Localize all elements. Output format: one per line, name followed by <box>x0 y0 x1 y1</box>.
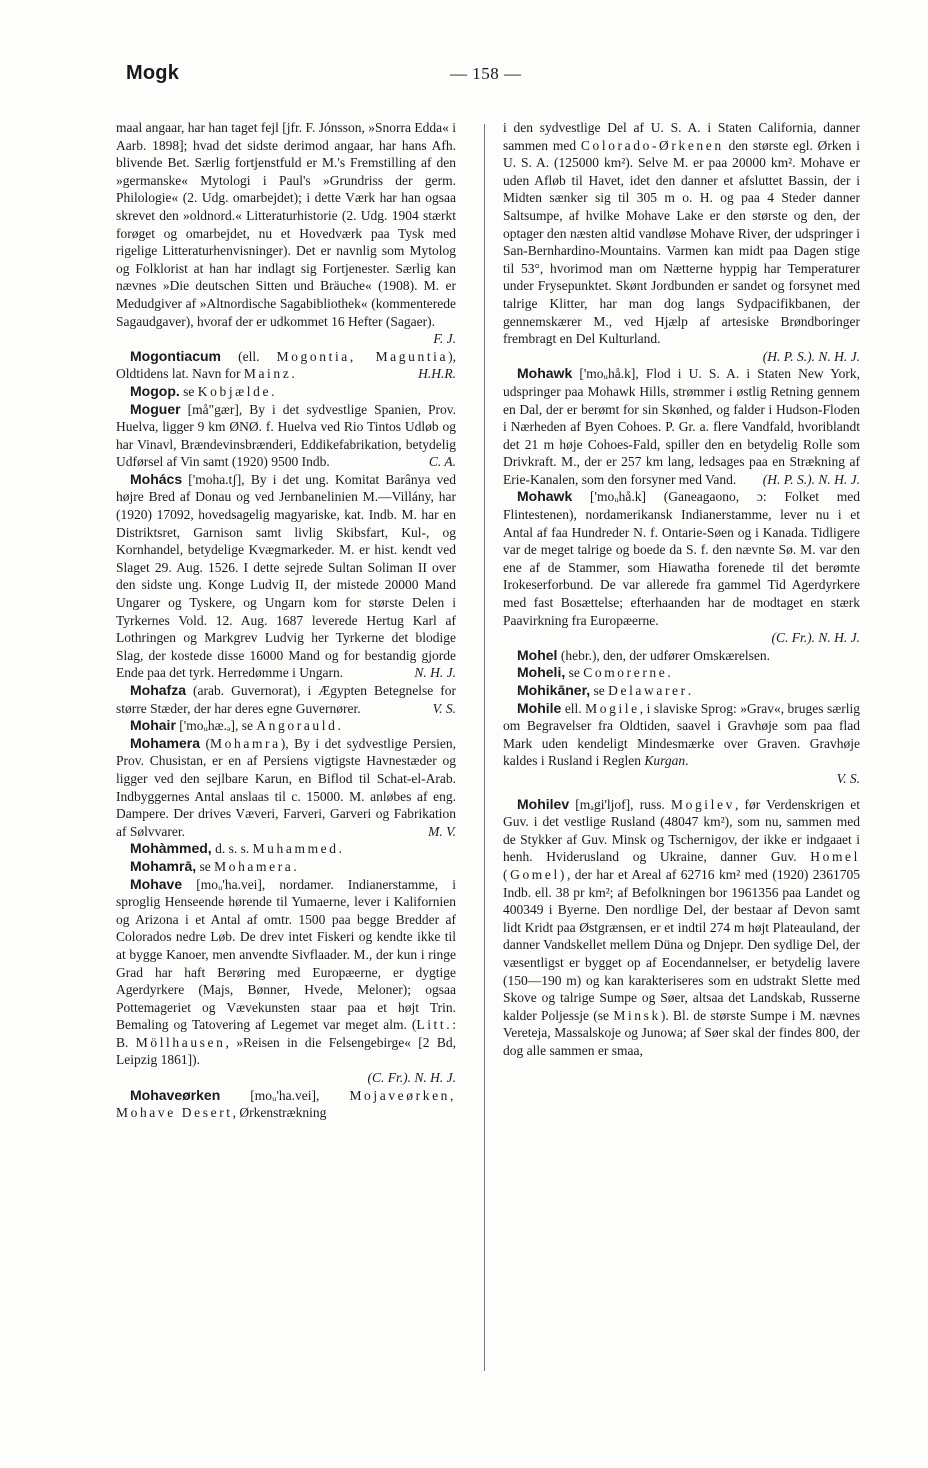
spaced-term: Mogile <box>585 700 640 716</box>
entry-text: (ell. <box>238 348 277 364</box>
entry-text: , Ørkenstrækning <box>232 1105 327 1121</box>
entry-headword: Mohave <box>130 875 183 892</box>
entry-text: , »Reisen in die Felsengebirge« [2 Bd, Leipzig 1861]). <box>116 1034 457 1068</box>
entry-text: [moᵤ'ha.vei], <box>250 1087 350 1103</box>
entry-text: se <box>183 383 198 399</box>
entry-text: se <box>568 665 584 681</box>
entry-headword: Mohaveørken <box>130 1086 221 1103</box>
entry-headword: Moguer <box>130 400 181 417</box>
entry-signature: (H. P. S.). N. H. J. <box>762 471 860 487</box>
entry-text: ( <box>205 735 211 751</box>
right-column <box>503 119 860 1059</box>
entry-text: . <box>337 718 341 734</box>
spaced-term: Mohamra <box>210 735 281 751</box>
entry-signature: V. S. <box>432 700 456 716</box>
entry-text: se <box>199 858 215 874</box>
entry-headword: Moheli, <box>517 664 566 681</box>
entry-text: den største egl. Ørken i U. S. A. (125000 km²). Selve M. er paa 20000 km². Mohave er uden Afløb til Havet, idet den danner et afsluttet Bassin, der i Midten sænker sig til 305 m o. H. og paa 4 Steder danner Saltsumpe, af hvilke Mohave Lake er den største og den, der optager den næsten altid vandløse Mohave River, der udspringer i San-Bernhardino-Mountains. Varmen kan midt paa Dagen stige til 53°, hvorimod man om Nætterne hyppig har Temperaturer under Frysepunktet. Skønt Jordbunden er sandet og forsynet med talrige Klitter, har man dog langs Sydpacifikbanen, der gennemskærer M., ved Hjælp af artesiske Brøndboringer frembragt en Del Kulturland. <box>503 137 861 347</box>
entry-mohawk-river <box>503 365 860 488</box>
entry-text: [mₐgi'ljof], russ. <box>575 796 671 812</box>
spaced-term: Mogilev <box>670 796 735 812</box>
entry-text: ['moᵤhå.k], Flod i U. S. A. i Staten New York, udspringer paa Mohawk Hills, strømmer i østlig Retning gennem en Dal, der er berømt for sin Skønhed, og falder i Hudson-Floden i Nærheden af Byen Cohoes. P. Gr. a. flere Vandfald, hvoriblandt det 21 m høje Cohoes-Fald, spiller den en betydelig Rolle som Drivkraft. M., der er 257 km lang, ledsages paa en Strækning af Erie-Kanalen, som den forsyner med Vand. <box>503 366 861 487</box>
entry-signature: F. J. <box>433 331 456 347</box>
entry-headword: Mogontiacum <box>130 347 221 364</box>
entry-mohamra <box>116 858 456 876</box>
entry-headword: Mohikāner, <box>517 682 591 698</box>
entry-text: . <box>271 383 275 399</box>
entry-text: . <box>291 366 295 382</box>
entry-signature: (H. P. S.). N. H. J. <box>762 348 860 364</box>
entry-signature: (C. Fr.). N. H. J. <box>367 1070 456 1086</box>
entry-mohaveorken-continued <box>503 119 860 348</box>
entry-text: maal angaar, har han taget fejl [jfr. F. Jónsson, »Snorra Edda« i Aarb. 1898]; hvad det sidste derimod angaar, har hans Afh. blivende Bet. Særlig fortjenstfuld er M.'s Fremstilling af den »germanske« Mytologi i Paul's »Grundriss der germ. Philologie« (2. Udg. omarbejdet); i dette Værk har han ogsaa skrevet den »oldnord.« Litteraturhistorie (2. Udg. 1904 stærkt forøget og omarbejdet, nu et Hovedværk paa Tysk med rigelige Litteraturhenvisninger). Det er navnlig som Mytolog og Folklorist at han har indlagt sig Fortjenester. Særlig kan nævnes »Die deutschen Sitten und Bräuche« (1908). M. er Medudgiver af »Altnordische Sagabibliothek« (kommenterede Sagaudgaver), hvoraf der er udkommet 16 Hefter (Sagaer). <box>116 120 456 329</box>
entry-signature: N. H. J. <box>414 665 456 681</box>
entry-signature: M. V. <box>428 823 456 839</box>
entry-text: . <box>687 683 692 698</box>
entry-mohair <box>116 717 456 735</box>
entry-headword: Mohamera <box>130 734 201 751</box>
entry-text: ell. <box>564 700 586 716</box>
spaced-term: Mojaveørken, Mohave Desert <box>116 1087 456 1121</box>
entry-signature: H.H.R. <box>418 366 456 382</box>
spaced-term: Möllhausen <box>135 1034 226 1050</box>
entry-text: i den sydvestlige Del af U. S. A. i Staten California, danner sammen med <box>503 120 860 153</box>
entry-text: ), Oldtidens lat. Navn for <box>116 348 456 382</box>
entry-headword: Mogop. <box>130 382 180 399</box>
entry-text: : B. <box>116 1017 456 1050</box>
entry-text: ['moᵤhå.k] (Ganeagaono, ɔ: Folket med Flintestenen), nordamerikansk Indianerstamme, lever nu i et Antal af faa Hundreder N. f. Ontarie-Søen og i Kanada. Tidligere var de meget talrige og boede da S. f. den nævnte Sø. M. var den ene af de Stammer, som Hiawatha forenede til det berømte Irokeserforbund. De var allerede fra gammel Tid Agerdyrkere med fast Bosættelse; efterhaanden har de modtaget en stærk Paavirkning fra Europæerne. <box>503 489 860 628</box>
entry-text: [moᵤ'ha.vei], nordamer. Indianerstamme, i sproglig Henseende hørende til Yumaerne, lever i Kalifornien og Arizona i et Antal af omtr. 1500 paa begge Bredder af Colorados nedre Løb. De drev intet Fiskeri og kendte ikke til at bygge Kanoer, men anvendte Sivflaader. M., der kun i ringe Grad har haft Berøring med Europæerne, er dygtige Agerdyrkere (Majs, Bønner, Hvede, Meloner); ogsaa Pottemageriet og Vævekunsten staar paa et højt Trin. Bemaling og Tatovering af Legemet var meget alm. ( <box>116 876 457 1033</box>
entry-moheli <box>503 664 860 682</box>
entry-headword: Mohàmmed, <box>130 840 212 857</box>
entry-headword: Mohawk <box>517 488 573 505</box>
entry-text: , i slaviske Sprog: »Grav«, bruges særlig om Begravelser fra Oldtiden, saavel i Gravhøje som paa flad Mark uden kendeligt Mindesmærke over Graven. Gravhøje kaldes i Rusland i Reglen <box>503 700 861 769</box>
entry-text: d. s. s. <box>215 841 253 857</box>
spaced-term: Mogontia, Maguntia <box>276 348 449 364</box>
spaced-term: Litt. <box>416 1017 453 1033</box>
entry-text: ), By i det sydvestlige Persien, Prov. Chusistan, er en af Persiens vigtigste Havnestæder og ligger ved den sejlbare Karun, en Biflod til Schat-el-Arab. Indbyggernes Antal anslaas til c. 15000. M. anløbes af eng. Dampere. Der drives Væveri, Farveri, Garveri og Fabrikation af Sølvvarer. <box>116 735 457 839</box>
entry-mohacs <box>116 471 456 682</box>
entry-text: ). Bl. de største Sumpe i M. nævnes Vereteja, Massalskoje og Junowa; af Søer skal der findes 800, der dog alle sammen er smaa, <box>503 1007 860 1058</box>
entry-text: ['moha.tʃ], By i det ung. Komitat Barânya ved højre Bred af Donau og ved Jernbanelinien M.—Villány, har (1920) 17092, hovedsagelig magyariske, kat. Indb. M. har en Distriktsret, Garnison samt livlig Skibsfart, Kul-, og Kornhandel, betydelige Kvægmarkeder. M. er hist. kendt ved Slaget 29. Aug. 1526. I dette sejrede Sultan Soliman II over den sidste ung. Konge Ludvig II, der mistede 20000 Mand Ungarer og Tyskere, og Ungarn kom for største Delen i Tyrkernes Vold. 12. Aug. 1687 leverede Hertug Karl af Lothringen og Markgrev Ludvig her Tyrkerne det blodige Slag, der kostede disse 16000 Mand og for bestandig gjorde Ende paa det tyrk. Herredømme i Ungarn. <box>116 471 456 681</box>
entry-text: (arab. Guvernorat), i Ægypten Betegnelse for større Stæder, der har deres egne Guvernører. <box>116 683 456 716</box>
entry-text: , der har et Areal af 62716 km² med (1920) 2361705 Indb. ell. 38 pr km²; af Befolkningen bor 1961356 paa Landet og 400349 i Byerne. Den nordlige Del, der bestaar af Devon samt lidt Kridt paa Østgrænsen, er et indtil 274 m højt Plateauland, der danner Vandskellet mellem Düna og Dnjepr. Den sydlige Del, der væsentligst er bygget op af Eocendannelser, er betydelig lavere (150—190 m) og kan karakteriseres som en udstrakt Slette med Skove og talrige Sumpe og Søer, altsaa det Landskab, Russerne kalder Poljessje (se <box>503 866 860 1023</box>
entry-mohaveorken <box>116 1087 456 1122</box>
entry-mohile <box>503 700 860 770</box>
entry-headword: Mohamrā, <box>130 857 197 874</box>
entry-text: ['moᵤhæ.ₔ], se <box>179 718 257 734</box>
entry-mohikaner <box>503 682 860 700</box>
entry-mogontiacum <box>116 348 456 383</box>
entry-text: se <box>593 683 609 698</box>
entry-signature: (C. Fr.). N. H. J. <box>771 630 860 646</box>
entry-text: [må"gær], By i det sydvestlige Spanien, Prov. Huelva, ligger 9 km ØNØ. f. Huelva ved Rio Tintos Udløb og har Vinavl, Brændevinsbrænderi, Eddikefabrikation, betydelig Udførsel af Vin samt (1920) 9500 Indb. <box>116 401 456 470</box>
entry-mohilev <box>503 796 860 1060</box>
page-number: — 158 — <box>450 64 522 83</box>
entry-text: . <box>685 753 689 769</box>
cross-reference: Delawarer <box>608 683 688 698</box>
spaced-term: Mainz <box>243 366 292 382</box>
entry-mohafza <box>116 682 456 717</box>
entry-signature: C. A. <box>428 454 456 470</box>
entry-headword: Mohafza <box>130 682 186 698</box>
entry-headword: Mohel <box>517 646 558 663</box>
entry-text: . <box>293 858 297 874</box>
entry-text: , før Verdenskrigen et Guv. i det vestlige Rusland (48047 km²), som nu, sammen med de Stykker af Guv. Minsk og Tschernigov, der ikke er indgaaet i henh. Hviderusland og Ukraine, danner Guv. <box>503 796 861 865</box>
page-header <box>126 62 856 96</box>
cross-reference: Angorauld <box>256 718 338 734</box>
entry-headword: Mohács <box>130 470 183 487</box>
spaced-term: Colorado-Ørkenen <box>580 137 724 153</box>
entry-mohave <box>116 876 456 1070</box>
cross-reference: Muhammed <box>252 841 339 857</box>
entry-text: (hebr.), den, der udfører Omskærelsen. <box>560 647 771 663</box>
entry-signature: V. S. <box>836 770 860 786</box>
cross-reference: Kobjælde <box>197 383 272 399</box>
running-head: Mogk <box>126 62 180 84</box>
cross-reference: Mohamera <box>214 858 294 874</box>
entry-headword: Mohawk <box>517 365 573 382</box>
cross-reference: Comorerne <box>583 665 668 681</box>
entry-headword: Mohile <box>517 699 562 716</box>
entry-mogk-continued <box>116 119 456 347</box>
cross-reference: Minsk <box>613 1007 661 1023</box>
entry-mohawk-people <box>503 488 860 629</box>
entry-mohammed <box>116 840 456 858</box>
entry-headword: Mohair <box>130 717 176 734</box>
entry-text: . <box>338 841 342 857</box>
italic-term: Kurgan <box>644 753 686 769</box>
column-divider <box>484 124 485 1371</box>
entry-headword: Mohilev <box>517 795 570 812</box>
entry-text: . <box>667 665 671 681</box>
entry-mohamera <box>116 735 456 841</box>
entry-mogop <box>116 383 456 401</box>
entry-mohel <box>503 647 860 665</box>
entry-moguer <box>116 401 456 471</box>
left-column <box>116 119 456 1122</box>
spaced-term: Homel (Gomel) <box>503 849 860 882</box>
